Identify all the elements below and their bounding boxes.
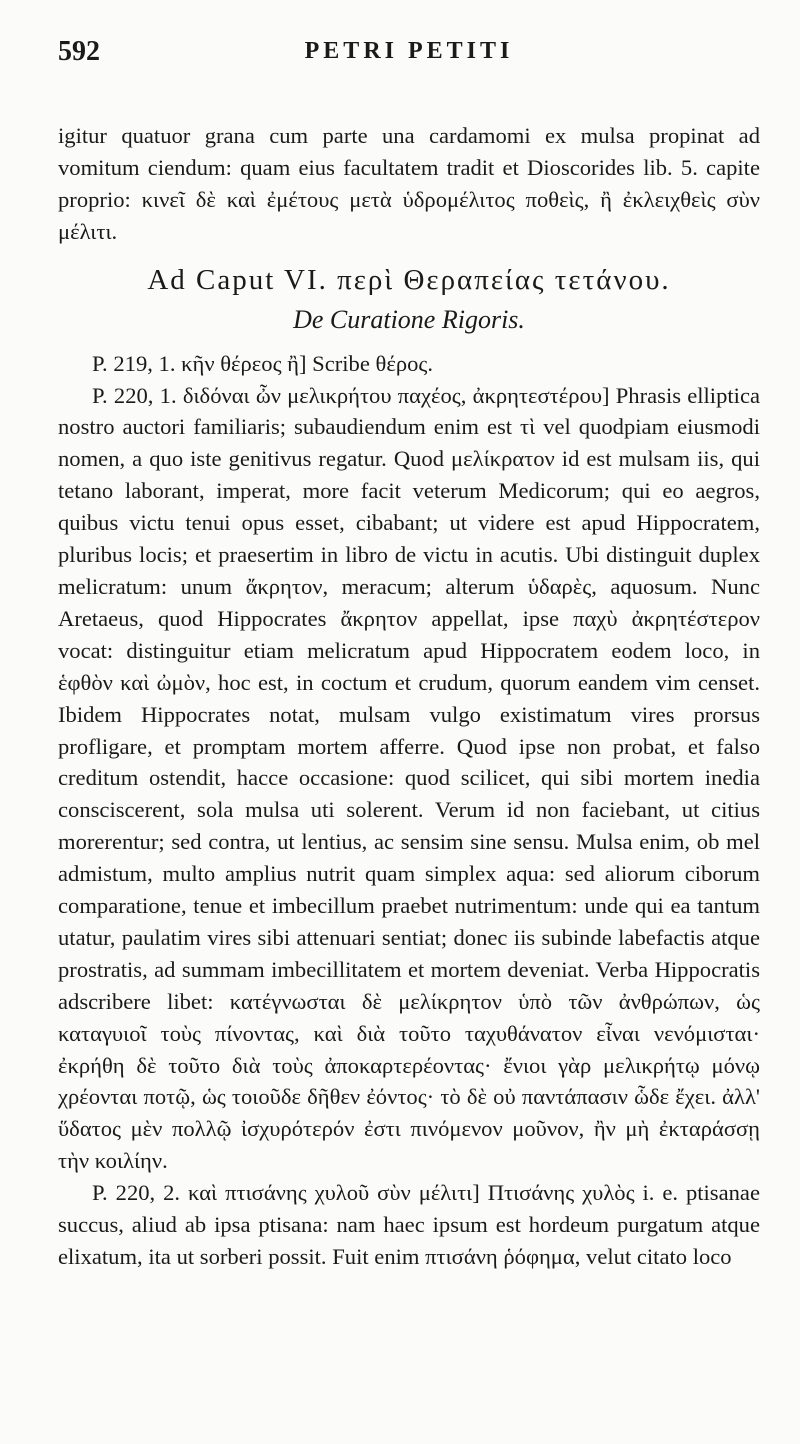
running-title: PETRI PETITI <box>304 38 514 64</box>
note-p220-2: P. 220, 2. καὶ πτισάνης χυλοῦ σὺν μέλιτι] Πτισάνης χυλὸς i. e. ptisanae succus, aliud ab ipsa ptisana: nam haec ipsum est hordeum purgatum atque elixatum, ita ut sorberi possit. Fuit enim πτισάνη ῥόφημα, velut citato loco <box>58 1180 760 1269</box>
note-p220-1: P. 220, 1. διδόναι ὦν μελικρήτου παχέος, ἀκρητεστέρου] Phrasis elliptica nostro auctori familiaris; subaudiendum enim est τὶ vel quodpiam eiusmodi nomen, a quo iste genitivus regatur. Quod μελίκρατον id est mulsam iis, qui tetano laborant, imperat, more facit veterum Medicorum; qui eo aegros, quibus victu tenui opus esset, cibabant; ut videre est apud Hippocratem, pluribus locis; et praesertim in libro de victu in acutis. Ubi distinguit duplex melicratum: unum ἄκρητον, meracum; alterum ὑδαρὲς, aquosum. Nunc Aretaeus, quod Hippocrates ἄκρητον appellat, ipse παχὺ ἀκρητέστερον vocat: distinguitur etiam melicratum apud Hippocratem eodem loco, in ἑφθὸν καὶ ὠμὸν, hoc est, in coctum et crudum, quorum eandem vim censet. Ibidem Hippocrates notat, mulsam vulgo existimatum vires prorsus profligare, et promptam mortem afferre. Quod ipse non probat, et falso creditum ostendit, hacce occasione: quod scilicet, qui sibi mortem inedia consciscerent, sola mulsa uti solerent. Verum id non faciebant, ut citius morerentur; sed contra, ut lentius, ac sensim sine sensu. Mulsa enim, ob mel admistum, multo amplius nutrit quam simplex aqua: sed aliorum ciborum comparatione, tenue et imbecillum praebet nutrimentum: unde qui ea tantum utatur, paulatim vires sibi attenuari sentiat; donec iis subinde labefactis atque prostratis, ad summam imbecillitatem et mortem deveniat. Verba Hippocratis adscribere libet: κατέγνωσται δὲ μελίκρητον ὑπὸ τῶν ἀνθρώπων, ὡς καταγυιοῖ τοὺς πίνοντας, καὶ διὰ τοῦτο ταχυθάνατον εἶναι νενόμισται· ἐκρήθη δὲ τοῦτο διὰ τοὺς ἀποκαρτερέοντας· ἔνιοι γὰρ μελικρήτῳ μόνῳ χρέονται ποτῷ, ὡς τοιοῦδε δῆθεν ἐόντος· τὸ δὲ οὐ παντάπασιν ὧδε ἔχει. ἀλλ' ὕδατος μὲν πολλῷ ἰσχυρότερόν ἐστι πινόμενον μοῦνον, ἢν μὴ ἐκταράσσῃ τὴν κοιλίην. <box>58 382 760 1174</box>
chapter-heading-subtitle: De Curatione Rigoris. <box>293 304 525 334</box>
running-head <box>58 36 760 76</box>
body-text <box>58 120 760 1273</box>
note-p219-1: P. 219, 1. κῆν θέρεος ἢ] Scribe θέρος. <box>92 350 434 376</box>
page-number: 592 <box>58 36 100 67</box>
chapter-heading-title: Ad Caput VI. περὶ Θεραπείας τετάνου. <box>147 263 671 296</box>
chapter-heading <box>58 260 760 348</box>
paragraph-continuation: igitur quatuor grana cum parte una cardamomi ex mulsa propinat ad vomitum ciendum: quam eius facultatem tradit et Dioscorides lib. 5. capite proprio: κινεῖ δὲ καὶ ἐμέτους μετὰ ὑδρομέλιτος ποθεὶς, ἢ ἐκλειχθεὶς σὺν μέλιτι. <box>58 123 760 244</box>
